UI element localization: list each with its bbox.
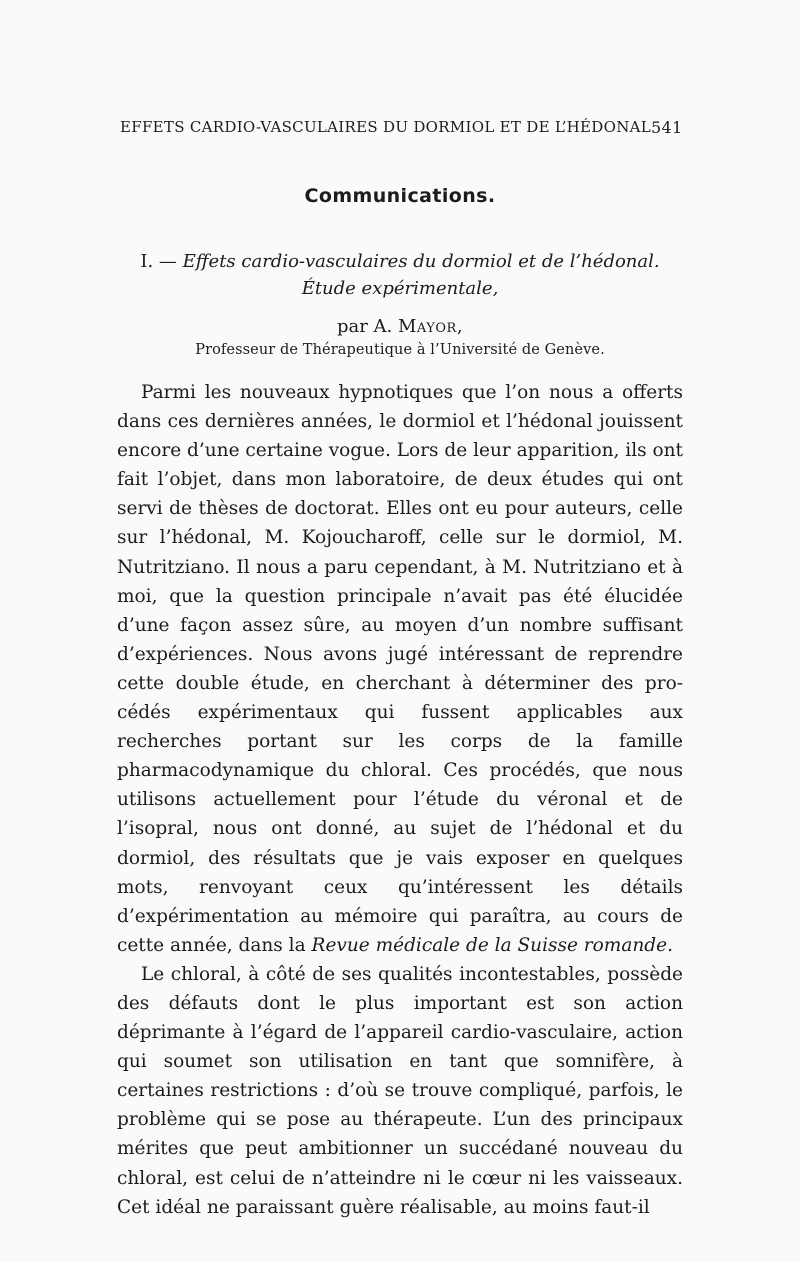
paragraph (117, 378, 683, 960)
paragraph (117, 960, 683, 1222)
running-head (120, 118, 683, 137)
page-number: 541 (651, 118, 683, 137)
author-affiliation: Professeur de Thérapeutique à l’Université de Genève. (195, 342, 605, 358)
journal-title: Revue médicale de la Suisse romande. (311, 934, 673, 956)
article-number: I. — (140, 251, 177, 272)
article-heading (120, 248, 680, 302)
body-text (117, 378, 683, 1222)
author-name: Mayor, (398, 316, 464, 337)
article-subtitle: Étude expérimentale, (301, 278, 499, 299)
author-prefix: par A. (336, 316, 393, 337)
author-line (0, 316, 800, 337)
running-head-title: EFFETS CARDIO-VASCULAIRES DU DORMIOL ET DE L’HÉDONAL (120, 118, 652, 136)
article-title: Effets cardio-vasculaires du dormiol et de l’hédonal. (182, 251, 660, 272)
paragraph-text: Le chloral, à côté de ses qualités incontestables, possède des défauts dont le plus important est son action déprimante à l’égard de l’appareil cardio-vasculaire, action qui soumet son utilisation en tant que somnifère, à certaines restrictions : d’où se trouve compliqué, parfois, le problème qui se pose au thérapeute. L’un des principaux mérites que peut ambitionner un succédané nouveau du chloral, est celui de n’atteindre ni le cœur ni les vaisseaux. Cet idéal ne paraissant guère réalisable, au moins faut-il (117, 963, 683, 1218)
section-title: Communications. (304, 185, 496, 207)
paragraph-text: Parmi les nouveaux hypnotiques que l’on nous a offerts dans ces dernières années, le dormiol et l’hédonal jouissent encore d’une certaine vogue. Lors de leur apparition, ils ont fait l’objet, dans mon laboratoire, de deux études qui ont servi de thèses de doctorat. Elles ont eu pour auteurs, celle sur l’hédonal, M. Kojoucharoff, celle sur le dormiol, M. Nutritziano. Il nous a paru cependant, à M. Nutritziano et à moi, que la question principale n’avait pas été élucidée d’une façon assez sûre, au moyen d’un nombre suffisant d’expériences. Nous avons jugé intéressant de reprendre cette double étude, en cherchant à déterminer des procédés expérimentaux qui fussent applicables aux recherches portant sur les corps de la famille pharmacodynamique du chloral. Ces procédés, que nous utilisons actuellement pour l’étude du véronal et de l’isopral, nous ont donné, au sujet de l’hédonal et du dormiol, des résultats que je vais exposer en quelques mots, renvoyant ceux qu’intéressent les détails d’expérimentation au mémoire qui paraîtra, au cours de cette année, dans la (117, 382, 683, 956)
article-title-line (120, 248, 680, 275)
